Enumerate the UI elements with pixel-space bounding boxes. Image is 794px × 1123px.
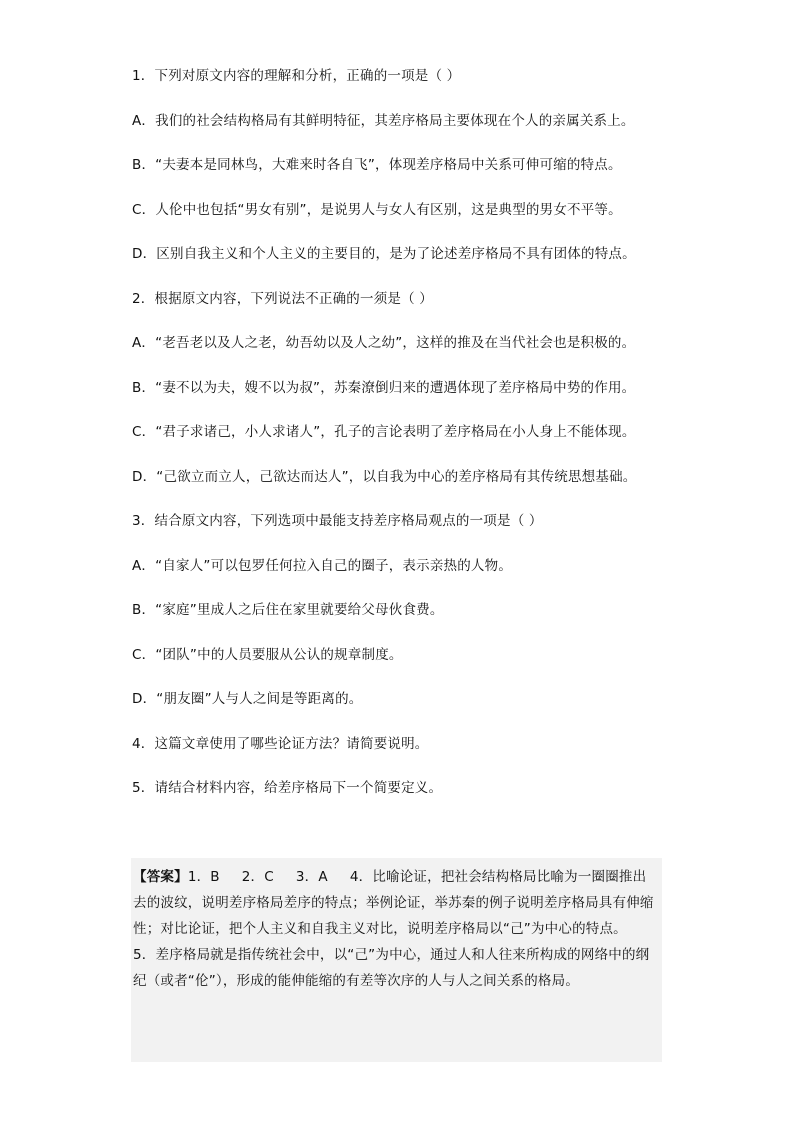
answer-3: 3．A [295,869,328,885]
question-1-option-c: C．人伦中也包括“男女有别”，是说男人与女人有区别，这是典型的男女不平等。 [132,202,622,218]
question-3-option-d: D．“朋友圈”人与人之间是等距离的。 [132,691,363,707]
question-4-stem: 4．这篇文章使用了哪些论证方法？请简要说明。 [132,736,429,752]
answer-line-1 [133,868,646,886]
answer-4-part-3: 性；对比论证，把个人主义和自我主义对比，说明差序格局以“己”为中心的特点。 [133,921,627,937]
question-3-option-b: B．“家庭”里成人之后住在家里就要给父母伙食费。 [132,602,444,618]
question-1-stem: 1．下列对原文内容的理解和分析，正确的一项是（ ） [132,68,461,84]
answer-4-part-1: 4．比喻论证，把社会结构格局比喻为一圈圈推出 [349,869,647,885]
answer-1: 1．B [187,869,220,885]
question-5-stem: 5．请结合材料内容，给差序格局下一个简要定义。 [132,780,443,796]
question-1-option-d: D．区别自我主义和个人主义的主要目的，是为了论述差序格局不具有团体的特点。 [132,246,636,262]
question-2-stem: 2．根据原文内容，下列说法不正确的一须是（ ） [132,291,433,307]
question-2-option-a: A．“老吾老以及人之老，幼吾幼以及人之幼”，这样的推及在当代社会也是积极的。 [132,335,636,351]
answer-2: 2．C [241,869,274,885]
question-2-option-b: B．“妻不以为夫，嫂不以为叔”，苏秦潦倒归来的遭遇体现了差序格局中势的作用。 [132,380,636,396]
question-2-option-c: C．“君子求诸己，小人求诸人”，孔子的言论表明了差序格局在小人身上不能体现。 [132,424,636,440]
question-3-stem: 3．结合原文内容，下列选项中最能支持差序格局观点的一项是（ ） [132,513,543,529]
question-1-option-b: B．“夫妻本是同林鸟，大难来时各自飞”，体现差序格局中关系可伸可缩的特点。 [132,157,622,173]
answer-5-part-1: 5．差序格局就是指传统社会中，以“己”为中心，通过人和人往来所构成的网络中的纲 [133,947,650,963]
answer-5-part-2: 纪（或者“伦”），形成的能伸能缩的有差等次序的人与人之间关系的格局。 [133,973,580,989]
answer-label: 【答案】 [133,869,188,885]
question-3-option-a: A．“自家人”可以包罗任何拉入自己的圈子，表示亲热的人物。 [132,558,513,574]
question-1-option-a: A．我们的社会结构格局有其鲜明特征，其差序格局主要体现在个人的亲属关系上。 [132,113,635,129]
question-3-option-c: C．“团队”中的人员要服从公认的规章制度。 [132,647,403,663]
question-2-option-d: D．“己欲立而立人，己欲达而达人”，以自我为中心的差序格局有其传统思想基础。 [132,469,637,485]
answer-4-part-2: 去的波纹，说明差序格局差序的特点；举例论证，举苏秦的例子说明差序格局具有伸缩 [133,895,654,911]
